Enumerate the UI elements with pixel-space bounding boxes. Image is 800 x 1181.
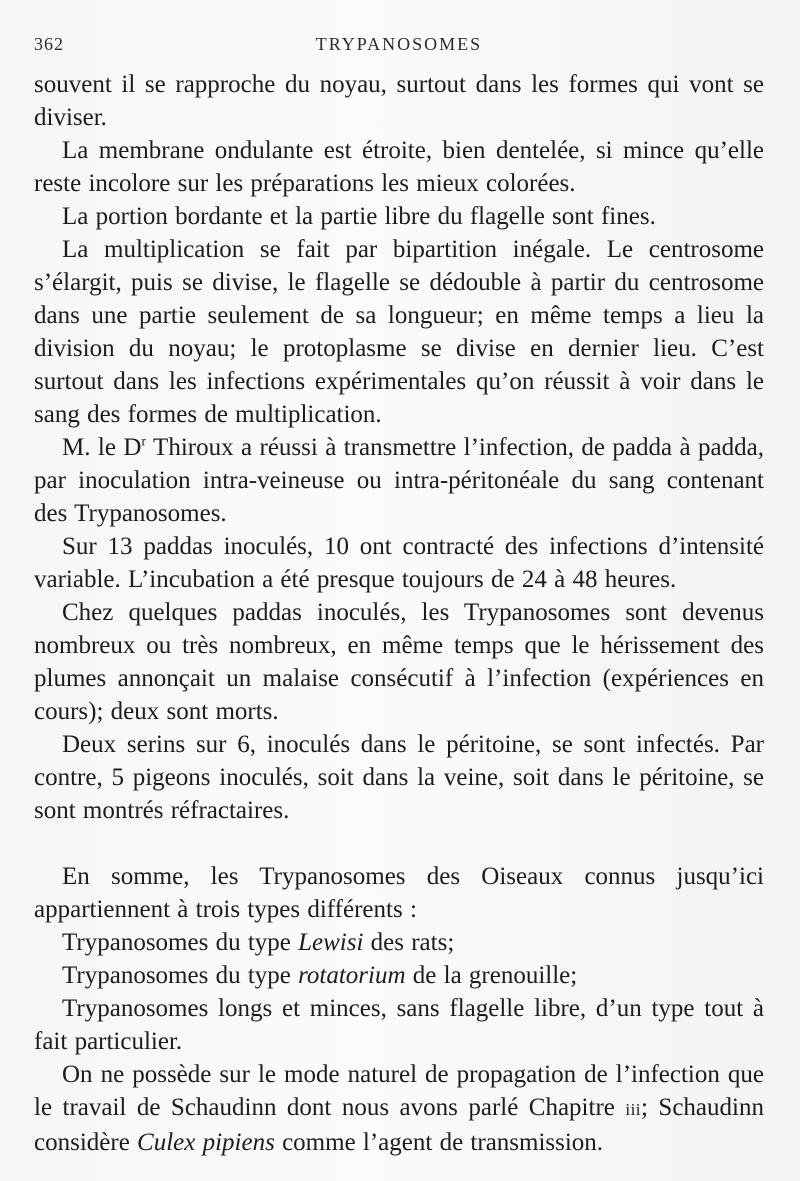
paragraph-serins-pigeons: Deux serins sur 6, inoculés dans le péritoine, se sont infectés. Par contre, 5 pigeons inoculés, soit dans la veine, soit dans le péritoine, se sont montrés réfractaires. [34, 731, 764, 824]
culex-species: Culex pipiens [137, 1129, 275, 1156]
propagation-text-c: comme l’agent de transmission. [274, 1129, 604, 1156]
paragraph-thiroux [34, 431, 764, 530]
paragraph-membrane: La membrane ondulante est étroite, bien dentelée, si mince qu’elle reste incolore sur les préparations les mieux colorées. [34, 137, 764, 197]
paragraph-multiplication: La multiplication se fait par bipartition inégale. Le centrosome s’élargit, puis se divise, le flagelle se dédouble à partir du centrosome dans une partie seulement de sa longueur; en même temps a lieu la division du noyau; le protoplasme se divise en dernier lieu. C’est surtout dans les infections expérimentales qu’on réussit à voir dans le sang des formes de multiplication. [34, 236, 764, 428]
propagation-text-a: On ne possède sur le mode naturel de propagation de l’infection que le travail de Schaudinn dont nous avons parlé Chapitre [34, 1061, 764, 1121]
paragraph-paddas-count: Sur 13 paddas inoculés, 10 ont contracté des infections d’intensité variable. L’incubation a été presque toujours de 24 à 48 heures. [34, 533, 764, 593]
paragraph-flagelle: La portion bordante et la partie libre du flagelle sont fines. [62, 203, 656, 230]
section-gap [34, 827, 764, 860]
page-header [34, 34, 764, 58]
chapter-numeral: iii [625, 1100, 642, 1119]
list-item-lewisi [34, 926, 764, 959]
rotatorium-text-a: Trypanosomes du type [62, 962, 299, 989]
thiroux-text-b: Thiroux a réussi à transmettre l’infection, de padda à padda, par inoculation intra-veineuse ou intra-péritonéale du sang contenant des Trypanosomes. [34, 434, 764, 527]
doctor-abbrev-sup: r [141, 434, 147, 450]
paragraph-continuation: souvent il se rapproche du noyau, surtout dans les formes qui vont se diviser. [34, 71, 764, 131]
paragraph-propagation [34, 1058, 764, 1159]
lewisi-text-a: Trypanosomes du type [62, 929, 299, 956]
rotatorium-text-b: de la grenouille; [405, 962, 578, 989]
list-item-rotatorium [34, 959, 764, 992]
lewisi-text-b: des rats; [363, 929, 455, 956]
paragraph-paddas-effects: Chez quelques paddas inoculés, les Trypanosomes sont devenus nombreux ou très nombreux, en même temps que le hérissement des plumes annonçait un malaise consécutif à l’infection (expériences en cours); deux sont morts. [34, 599, 764, 725]
paragraph-summary: En somme, les Trypanosomes des Oiseaux connus jusqu’ici appartiennent à trois types différents : [34, 863, 764, 923]
rotatorium-species: rotatorium [298, 962, 406, 989]
running-title: TRYPANOSOMES [315, 34, 483, 54]
lewisi-species: Lewisi [298, 929, 364, 956]
list-item-long-thin: Trypanosomes longs et minces, sans flagelle libre, d’un type tout à fait particulier. [34, 995, 764, 1055]
page-body [34, 68, 764, 1159]
thiroux-text-a: M. le D [62, 434, 142, 461]
page-number: 362 [34, 34, 64, 54]
propagation-text-b: ; Schaudinn considère [34, 1094, 764, 1156]
